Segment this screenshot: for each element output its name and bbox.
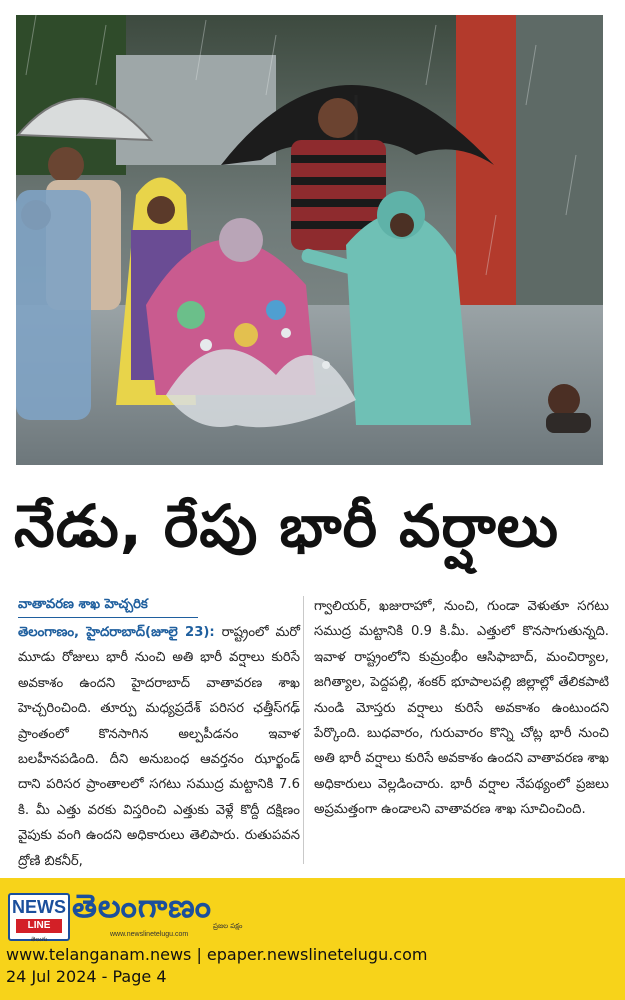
footer-date-page: 24 Jul 2024 - Page 4 <box>6 967 167 986</box>
column-divider <box>303 596 304 864</box>
article-body-left: రాష్ట్రంలో మరో మూడు రోజులు భారీ నుంచి అతి భారీ వర్షాలు కురిసే అవకాశం ఉందని హైదరాబాద్ వాతావరణ శాఖ హెచ్చరించింది. తూర్పు మధ్యప్రదేశ్ పరిసర ఛత్తీస్‌గఢ్ ప్రాంతంలో కొనసాగిన అల్పపీడనం ఇవాళ బలహీనపడింది. దీని అనుబంధ ఆవర్తనం ఝార్ఖండ్ దాని పరిసర ప్రాంతాలలో సగటు సముద్ర మట్టానికి 7.6 కి. మీ ఎత్తు వరకు విస్తరించి ఎత్తుకు వెళ్లే కొద్దీ దక్షిణం వైపుకు వంగి ఉందని అధికారులు తెలిపారు. రుతుపవన ద్రోణి బికనీర్, <box>18 625 301 869</box>
article-subhead: వాతావరణ శాఖ హెచ్చరిక <box>18 592 198 618</box>
brand-name: తెలంగాణం <box>72 887 212 925</box>
logo-tiny-text: తెలుగు <box>30 936 48 943</box>
newsline-logo <box>8 893 70 941</box>
article-column-right <box>314 594 609 823</box>
article-column-left <box>18 592 300 874</box>
footer-site-links[interactable]: www.telanganam.news | epaper.newslinetelugu.com <box>6 945 428 964</box>
headline: నేడు, రేపు భారీ వర్షాలు <box>14 492 559 560</box>
logo-line-text: LINE <box>16 919 62 933</box>
article-body-right: గ్వాలియర్, ఖజురాహో, నుంచి, గుండా వెళుతూ సగటు సముద్ర మట్టానికి 0.9 కి.మీ. ఎత్తులో కొనసాగుతున్నది. ఇవాళ రాష్ట్రంలోని కుమ్రంభీం ఆసిఫాబాద్, మంచిర్యాల, జగిత్యాల, పెద్దపల్లి, శంకర్ భూపాలపల్లి జిల్లాల్లో తేలికపాటి నుండి మోస్తరు వర్షాలు కురిసే అవకాశం ఉంటుందని పేర్కొంది. బుధవారం, గురువారం కొన్ని చోట్ల భారీ నుంచి అతి భారీ వర్షాలు కురిసే అవకాశం ఉందని వాతావరణ శాఖ అధికారులు వెల్లడించారు. భారీ వర్షాల నేపథ్యంలో ప్రజలు అప్రమత్తంగా ఉండాలని వాతావరణ శాఖ సూచించింది. <box>314 599 609 818</box>
brand-site[interactable]: www.newslinetelugu.com <box>110 931 189 938</box>
article-dateline: తెలంగాణం, హైదరాబాద్(జూలై 23): <box>18 625 215 640</box>
news-photo <box>16 15 603 465</box>
brand-tagline: ప్రజల పక్షం <box>213 922 243 930</box>
logo-news-text: NEWS <box>12 897 66 917</box>
